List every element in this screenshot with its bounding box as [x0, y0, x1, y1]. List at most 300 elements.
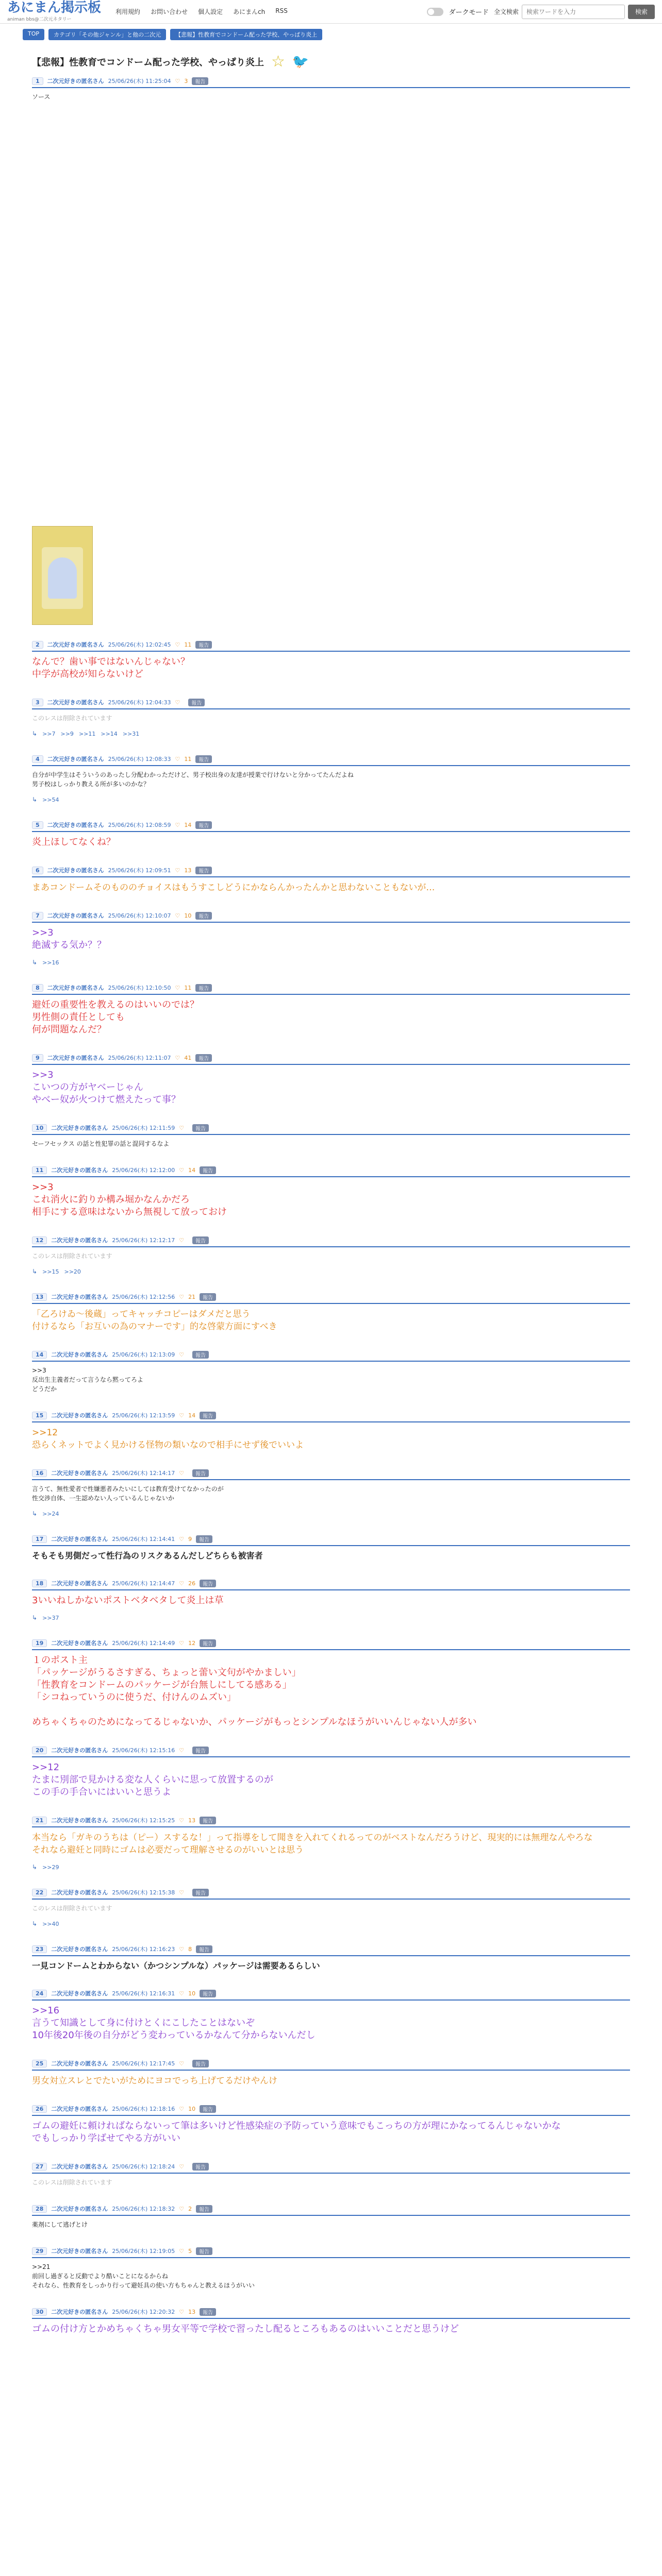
post-date: 25/06/26(木) 12:08:33: [108, 756, 171, 762]
post-header: [32, 1164, 630, 1177]
like-heart-icon[interactable]: ♡: [179, 2308, 185, 2315]
like-heart-icon[interactable]: ♡: [179, 1817, 185, 1824]
reply-icon: ↳: [32, 796, 38, 803]
post-item: [22, 1052, 640, 1108]
post-header: [32, 1234, 630, 1247]
post-number[interactable]: 30: [32, 2308, 47, 2316]
post-item: [22, 909, 640, 968]
post-number[interactable]: 12: [32, 1236, 47, 1244]
like-count: 14: [184, 821, 192, 828]
post-body: >>3 こいつの方がヤベーじゃん やべー奴が火つけて燃えたって事？: [32, 1070, 180, 1105]
post-item: [22, 2160, 640, 2189]
like-heart-icon[interactable]: ♡: [179, 1747, 185, 1754]
post-date: 25/06/26(木) 12:04:33: [108, 699, 171, 706]
post-item: [22, 1886, 640, 1929]
post-number[interactable]: 21: [32, 1817, 47, 1824]
report-button[interactable]: 報告: [192, 2163, 209, 2171]
reply-icon: ↳: [32, 730, 38, 737]
post-date: 25/06/26(木) 12:18:24: [112, 2163, 175, 2170]
post-date: 25/06/26(木) 12:18:16: [112, 2106, 175, 2112]
report-button[interactable]: 報告: [200, 2105, 216, 2113]
post-item: [22, 1348, 640, 1396]
nav-terms[interactable]: 利用規約: [115, 8, 141, 15]
report-button[interactable]: 報告: [192, 1469, 209, 1477]
post-item: [22, 2103, 640, 2147]
post-item: [22, 864, 640, 896]
reply-link[interactable]: >>29: [42, 1863, 59, 1871]
report-button[interactable]: 報告: [195, 867, 212, 874]
like-count: 13: [184, 867, 192, 874]
post-author: 二次元好きの匿名さん: [47, 756, 104, 762]
reply-link[interactable]: >>15: [42, 1268, 59, 1275]
reply-link[interactable]: >>9: [60, 730, 74, 737]
report-button[interactable]: 報告: [192, 1747, 209, 1754]
post-date: 25/06/26(木) 12:13:09: [112, 1351, 175, 1358]
site-logo[interactable]: [7, 1, 101, 22]
post-header: [32, 1467, 630, 1480]
like-count: 8: [188, 1945, 192, 1953]
like-heart-icon[interactable]: ♡: [179, 1124, 185, 1131]
post-item: [22, 75, 640, 625]
post-body: >>3 これ消火に釣りか構み堀かなんかだろ 相手にする意味はないから無視して放っておけ: [32, 1182, 227, 1217]
post-date: 25/06/26(木) 12:18:32: [112, 2206, 175, 2212]
breadcrumb-thread[interactable]: 【悲報】性教育でコンドーム配った学校、やっぱり炎上: [170, 29, 322, 40]
post-item: [22, 696, 640, 739]
post-header: [32, 981, 630, 995]
post-number[interactable]: 13: [32, 1293, 47, 1301]
post-item: [22, 1637, 640, 1731]
post-author: 二次元好きの匿名さん: [51, 1946, 108, 1953]
like-heart-icon[interactable]: ♡: [179, 1166, 185, 1174]
post-body: 自分が中学生はそういうのあったし分配わかっただけど、男子校出身の友達が授業で行けないと分かってたんだよね 男子校はしっかり教える所が多いのかな？: [32, 771, 354, 788]
post-item: [22, 1577, 640, 1623]
search-input[interactable]: [522, 5, 625, 19]
post-date: 25/06/26(木) 12:19:05: [112, 2248, 175, 2255]
post-number[interactable]: 27: [32, 2163, 47, 2171]
post-author: 二次元好きの匿名さん: [51, 2163, 108, 2170]
post-body: 一見コンドームとわからない（かつシンプルな）パッケージは需要あるらしい: [32, 1961, 320, 1971]
post-date: 25/06/26(木) 12:14:17: [112, 1470, 175, 1477]
post-author: 二次元好きの匿名さん: [47, 641, 104, 648]
like-count: 11: [184, 641, 192, 648]
post-author: 二次元好きの匿名さん: [51, 2206, 108, 2212]
like-heart-icon[interactable]: ♡: [179, 2247, 185, 2255]
post-body: ソース: [32, 93, 51, 100]
post-date: 25/06/26(木) 12:16:23: [112, 1946, 175, 1953]
post-number[interactable]: 22: [32, 1889, 47, 1896]
like-heart-icon[interactable]: ♡: [179, 1412, 185, 1419]
post-author: 二次元好きの匿名さん: [51, 1536, 108, 1543]
nav-animanch[interactable]: あにまんch: [233, 8, 266, 15]
post-number[interactable]: 2: [32, 641, 43, 649]
like-heart-icon[interactable]: ♡: [179, 1990, 185, 1997]
like-count: 5: [188, 2247, 192, 2255]
reply-links: [32, 1858, 630, 1873]
nav-contact[interactable]: お問い合わせ: [151, 8, 188, 15]
like-heart-icon[interactable]: ♡: [179, 1945, 185, 1953]
post-author: 二次元好きの匿名さん: [51, 1294, 108, 1300]
logo-main-text: あにまん掲示板: [7, 0, 102, 15]
report-button[interactable]: 報告: [192, 1351, 209, 1359]
post-body: 男女対立スレとでたいがためにヨコでっち上げてるだけやんけ: [32, 2076, 277, 2086]
post-date: 25/06/26(木) 12:10:50: [108, 985, 171, 991]
like-count: 14: [188, 1412, 196, 1419]
post-date: 25/06/26(木) 12:11:59: [112, 1125, 175, 1131]
post-number[interactable]: 29: [32, 2247, 47, 2255]
post-date: 25/06/26(木) 12:12:00: [112, 1167, 175, 1174]
post-item: [22, 753, 640, 805]
post-date: 25/06/26(木) 12:16:31: [112, 1990, 175, 1997]
post-body: セーフセックス の話と性犯罪の話と混同するなよ: [32, 1140, 170, 1147]
post-number[interactable]: 24: [32, 1990, 47, 1997]
like-count: 2: [188, 2205, 192, 2212]
post-header: [32, 2103, 630, 2116]
image-figure: [48, 557, 77, 599]
post-header: [32, 2202, 630, 2216]
like-heart-icon[interactable]: ♡: [179, 1639, 185, 1647]
nav-rss[interactable]: RSS: [275, 7, 288, 14]
post-header: [32, 1886, 630, 1900]
post-body: 避妊の重要性を教えるのはいいのでは？ 男性側の責任としても 何が問題なんだ？: [32, 999, 199, 1035]
post-number[interactable]: 7: [32, 912, 43, 920]
reply-link[interactable]: >>24: [42, 1510, 59, 1517]
like-heart-icon[interactable]: ♡: [175, 821, 180, 828]
like-heart-icon[interactable]: ♡: [175, 1054, 180, 1061]
reply-link[interactable]: >>54: [42, 796, 59, 803]
reply-links: [32, 725, 630, 739]
post-date: 25/06/26(木) 12:12:17: [112, 1237, 175, 1244]
search-button[interactable]: 検索: [628, 5, 655, 19]
post-item: [22, 981, 640, 1038]
post-author: 二次元好きの匿名さん: [51, 1412, 108, 1419]
breadcrumb: [0, 24, 662, 45]
like-heart-icon[interactable]: ♡: [179, 2205, 185, 2212]
report-button[interactable]: 報告: [195, 984, 212, 992]
logo-sub-text: animan bbs@二次元ネタリー: [7, 17, 72, 22]
like-heart-icon[interactable]: ♡: [179, 1236, 185, 1244]
post-item: [22, 1814, 640, 1873]
report-button[interactable]: 報告: [195, 755, 212, 763]
like-heart-icon[interactable]: ♡: [179, 1889, 185, 1896]
post-author: 二次元好きの匿名さん: [47, 822, 104, 828]
reply-link[interactable]: >>31: [122, 730, 140, 737]
report-button[interactable]: 報告: [200, 1293, 216, 1301]
post-number[interactable]: 11: [32, 1166, 47, 1174]
report-button[interactable]: 報告: [192, 77, 208, 85]
post-item: [22, 2245, 640, 2292]
reply-link[interactable]: >>40: [42, 1920, 59, 1927]
report-button[interactable]: 報告: [195, 912, 212, 920]
post-item: [22, 1467, 640, 1519]
thread-title-row: [22, 45, 640, 75]
post-date: 25/06/26(木) 12:20:32: [112, 2309, 175, 2315]
report-button[interactable]: 報告: [200, 1639, 216, 1647]
post-author: 二次元好きの匿名さん: [47, 912, 104, 919]
like-heart-icon[interactable]: ♡: [175, 984, 180, 991]
post-author: 二次元好きの匿名さん: [51, 1351, 108, 1358]
like-count: 3: [184, 77, 188, 84]
post-header: [32, 2160, 630, 2174]
reply-link[interactable]: >>37: [42, 1614, 59, 1621]
post-author: 二次元好きの匿名さん: [51, 1237, 108, 1244]
post-author: 二次元好きの匿名さん: [47, 867, 104, 874]
reply-icon: ↳: [32, 1614, 38, 1621]
twitter-icon[interactable]: 🐦: [292, 54, 309, 70]
search-area: [494, 5, 655, 19]
like-heart-icon[interactable]: ♡: [179, 1469, 185, 1477]
post-header: [32, 1348, 630, 1362]
reply-icon: ↳: [32, 959, 38, 966]
post-number[interactable]: 10: [32, 1124, 47, 1132]
post-number[interactable]: 15: [32, 1412, 47, 1419]
post-author: 二次元好きの匿名さん: [51, 1125, 108, 1131]
reply-icon: ↳: [32, 1268, 38, 1275]
post-item: [22, 1291, 640, 1335]
post-body: ゴムの付け方とかめちゃくちゃ男女平等で学校で習ったし配るところもあるのはいいことだと思うけど: [32, 2324, 459, 2334]
post-author: 二次元好きの匿名さん: [51, 2060, 108, 2067]
report-button[interactable]: 報告: [200, 1817, 216, 1824]
dark-mode-toggle[interactable]: [427, 8, 443, 16]
like-heart-icon[interactable]: ♡: [179, 1351, 185, 1358]
post-date: 25/06/26(木) 12:15:16: [112, 1747, 175, 1754]
post-header: [32, 1744, 630, 1757]
post-author: 二次元好きの匿名さん: [51, 2309, 108, 2315]
post-item: [22, 1533, 640, 1564]
report-button[interactable]: 報告: [195, 821, 212, 829]
post-item: [22, 1234, 640, 1277]
report-button[interactable]: 報告: [192, 2060, 209, 2067]
post-body: >>3 反出生主義者だって言うなら黙ってろよ どうだか: [32, 1367, 144, 1393]
like-count: 41: [184, 1054, 192, 1061]
post-item: [22, 1744, 640, 1801]
reply-links: [32, 1505, 630, 1519]
post-body: ゴムの避妊に頼ければならないって筆は多いけど性感染症の予防っていう意味でもこっちの方が理にかなってるんじゃないかな でもしっかり学ばせてやる方がいい: [32, 2121, 561, 2144]
post-number[interactable]: 16: [32, 1469, 47, 1477]
post-header: [32, 75, 630, 88]
post-header: [32, 819, 630, 832]
like-heart-icon[interactable]: ♡: [175, 77, 180, 84]
post-date: 25/06/26(木) 12:17:45: [112, 2060, 175, 2067]
post-date: 25/06/26(木) 12:15:25: [112, 1817, 175, 1824]
post-date: 25/06/26(木) 12:11:07: [108, 1055, 171, 1061]
post-header: [32, 753, 630, 766]
post-header: [32, 2245, 630, 2258]
post-header: [32, 1637, 630, 1650]
post-header: [32, 1943, 630, 1956]
post-body: 「乙ろけゐ～後蔵」ってキャッチコピーはダメだと思う 付けるなら「お互いの為のマナーです」的な啓蒙方面にすべき: [32, 1309, 277, 1332]
post-number[interactable]: 5: [32, 821, 43, 829]
post-author: 二次元好きの匿名さん: [51, 2248, 108, 2255]
like-count: 21: [188, 1293, 196, 1300]
thread-content: [22, 45, 640, 2361]
reply-link[interactable]: >>11: [78, 730, 96, 737]
post-item: [22, 2202, 640, 2231]
report-button[interactable]: 報告: [200, 2308, 216, 2316]
post-header: [32, 696, 630, 709]
post-item: [22, 1943, 640, 1974]
reply-link[interactable]: >>20: [64, 1268, 81, 1275]
like-heart-icon[interactable]: ♡: [175, 699, 180, 706]
like-count: 13: [188, 2308, 196, 2315]
post-item: [22, 2306, 640, 2337]
post-number[interactable]: 28: [32, 2205, 47, 2213]
dark-mode-label: ダークモード: [449, 9, 489, 16]
search-label: 全文検索: [493, 8, 519, 15]
report-button[interactable]: 報告: [195, 1054, 212, 1062]
post-image[interactable]: [32, 526, 93, 625]
reply-link[interactable]: >>14: [101, 730, 118, 737]
reply-links: [32, 791, 630, 805]
image-spacer: [32, 104, 630, 521]
report-button[interactable]: 報告: [196, 2247, 212, 2255]
report-button[interactable]: 報告: [200, 1580, 216, 1587]
post-author: 二次元好きの匿名さん: [51, 1747, 108, 1754]
reply-links: [32, 1609, 630, 1623]
nav-settings[interactable]: 個人設定: [198, 8, 223, 15]
post-header: [32, 638, 630, 652]
post-header: [32, 909, 630, 923]
post-author: 二次元好きの匿名さん: [51, 1817, 108, 1824]
post-item: [22, 638, 640, 683]
post-number[interactable]: 23: [32, 1945, 47, 1953]
post-number[interactable]: 9: [32, 1054, 43, 1062]
report-button[interactable]: 報告: [196, 1535, 212, 1543]
post-author: 二次元好きの匿名さん: [47, 78, 104, 84]
like-count: 13: [188, 1817, 196, 1824]
like-count: 14: [188, 1166, 196, 1174]
post-number[interactable]: 18: [32, 1580, 47, 1587]
header-tools: [427, 5, 655, 19]
post-body: このレスは削除されています: [32, 2179, 112, 2186]
like-heart-icon[interactable]: ♡: [175, 641, 180, 648]
report-button[interactable]: 報告: [196, 2205, 212, 2213]
like-count: 9: [188, 1535, 192, 1543]
post-date: 25/06/26(木) 11:25:04: [108, 78, 171, 84]
thread-title: 【悲報】性教育でコンドーム配った学校、やっぱり炎上: [32, 57, 264, 68]
post-item: [22, 819, 640, 851]
post-number[interactable]: 8: [32, 984, 43, 992]
post-item: [22, 1409, 640, 1453]
reply-links: [32, 1915, 630, 1929]
post-header: [32, 1987, 630, 2001]
like-count: 11: [184, 755, 192, 762]
breadcrumb-top[interactable]: TOP: [23, 29, 44, 40]
post-header: [32, 2306, 630, 2319]
post-author: 二次元好きの匿名さん: [51, 1889, 108, 1896]
post-body: >>3 絶滅する気か？？: [32, 927, 106, 951]
post-number[interactable]: 26: [32, 2105, 47, 2113]
post-body: なんで？歯い事ではないんじゃない？ 中学が高校が知らないけど: [32, 656, 190, 680]
like-heart-icon[interactable]: ♡: [179, 1535, 185, 1543]
reply-link[interactable]: >>7: [42, 730, 56, 737]
report-button[interactable]: 報告: [200, 1166, 216, 1174]
like-heart-icon[interactable]: ♡: [179, 1293, 185, 1300]
report-button[interactable]: 報告: [192, 1236, 209, 1244]
reply-links: [32, 1263, 630, 1277]
like-heart-icon[interactable]: ♡: [175, 867, 180, 874]
like-count: 10: [184, 912, 192, 919]
report-button[interactable]: 報告: [192, 1124, 209, 1132]
reply-icon: ↳: [32, 1510, 38, 1517]
top-bar: [0, 0, 662, 24]
post-body: >>21 前回し過ぎると反動でより酷いことになるからね それなら、性教育をしっかり行って避妊具の使い方もちゃんと教えるほうがいい: [32, 2263, 255, 2289]
post-number[interactable]: 6: [32, 867, 43, 874]
post-number[interactable]: 17: [32, 1535, 47, 1543]
report-button[interactable]: 報告: [192, 1889, 209, 1896]
post-number[interactable]: 3: [32, 699, 43, 706]
post-header: [32, 864, 630, 877]
post-author: 二次元好きの匿名さん: [47, 985, 104, 991]
reply-links: [32, 954, 630, 968]
post-header: [32, 1052, 630, 1065]
post-author: 二次元好きの匿名さん: [47, 1055, 104, 1061]
post-number[interactable]: 1: [32, 77, 43, 85]
report-button[interactable]: 報告: [188, 699, 205, 706]
like-count: 10: [188, 2105, 196, 2112]
like-count: 11: [184, 984, 192, 991]
reply-icon: ↳: [32, 1863, 38, 1871]
post-date: 25/06/26(木) 12:02:45: [108, 641, 171, 648]
star-icon[interactable]: ☆: [271, 53, 285, 71]
post-body: まあコンドームそのもののチョイスはもうすこしどうにかならんかったんかと思わないこともないが…: [32, 883, 435, 893]
post-date: 25/06/26(木) 12:14:49: [112, 1640, 175, 1647]
like-heart-icon[interactable]: ♡: [179, 1580, 185, 1587]
post-date: 25/06/26(木) 12:09:51: [108, 867, 171, 874]
post-header: [32, 1291, 630, 1304]
post-date: 25/06/26(木) 12:12:56: [112, 1294, 175, 1300]
post-body: １のポスト主 「パッケージがうるさすぎる、ちょっと蕾い文句がやかましい」 「性教育をコンドームのパッケージが台無しにしてる感ある」 「シコねっていうのに使うだ、付けんのムズい」 めちゃくちゃのためになってるじゃないか、パッケージがもっとシンプルなほうがいいんじゃない人が多い: [32, 1655, 477, 1727]
main-nav: [115, 7, 288, 16]
post-header: [32, 1577, 630, 1590]
post-item: [22, 1987, 640, 2044]
post-number[interactable]: 4: [32, 755, 43, 763]
post-number[interactable]: 14: [32, 1351, 47, 1359]
post-date: 25/06/26(木) 12:14:47: [112, 1580, 175, 1587]
like-heart-icon[interactable]: ♡: [179, 2105, 185, 2112]
post-body: 炎上ほしてなくね？: [32, 837, 115, 848]
post-list: [22, 75, 640, 2337]
post-number[interactable]: 20: [32, 1747, 47, 1754]
post-body: 薬剤にして逃げとけ: [32, 2221, 88, 2228]
post-author: 二次元好きの匿名さん: [51, 1167, 108, 1174]
like-heart-icon[interactable]: ♡: [175, 755, 180, 762]
post-date: 25/06/26(木) 12:10:07: [108, 912, 171, 919]
report-button[interactable]: 報告: [196, 1945, 212, 1953]
post-author: 二次元好きの匿名さん: [51, 1640, 108, 1647]
report-button[interactable]: 報告: [200, 1990, 216, 1997]
post-header: [32, 1409, 630, 1422]
report-button[interactable]: 報告: [195, 641, 212, 649]
post-number[interactable]: 25: [32, 2060, 47, 2067]
post-author: 二次元好きの匿名さん: [51, 1470, 108, 1477]
breadcrumb-category[interactable]: カテゴリ「その他ジャンル」と他の二次元: [48, 29, 166, 40]
post-author: 二次元好きの匿名さん: [51, 2106, 108, 2112]
post-item: [22, 1122, 640, 1150]
like-heart-icon[interactable]: ♡: [179, 2163, 185, 2170]
report-button[interactable]: 報告: [200, 1412, 216, 1419]
post-body: そもそも男側だって性行為のリスクあるんだしどちらも被害者: [32, 1551, 263, 1561]
post-date: 25/06/26(木) 12:13:59: [112, 1412, 175, 1419]
post-body: 3いいねしかないポストベタベタして炎上は草: [32, 1595, 224, 1606]
post-item: [22, 1164, 640, 1221]
like-heart-icon[interactable]: ♡: [179, 2060, 185, 2067]
reply-link[interactable]: >>16: [42, 959, 59, 966]
post-date: 25/06/26(木) 12:08:59: [108, 822, 171, 828]
post-body: >>12 たまに別部で見かける変な人くらいに思って放置するのが この手の手合いにはいいと思うよ: [32, 1762, 273, 1798]
post-header: [32, 1814, 630, 1827]
like-heart-icon[interactable]: ♡: [175, 912, 180, 919]
post-number[interactable]: 19: [32, 1639, 47, 1647]
